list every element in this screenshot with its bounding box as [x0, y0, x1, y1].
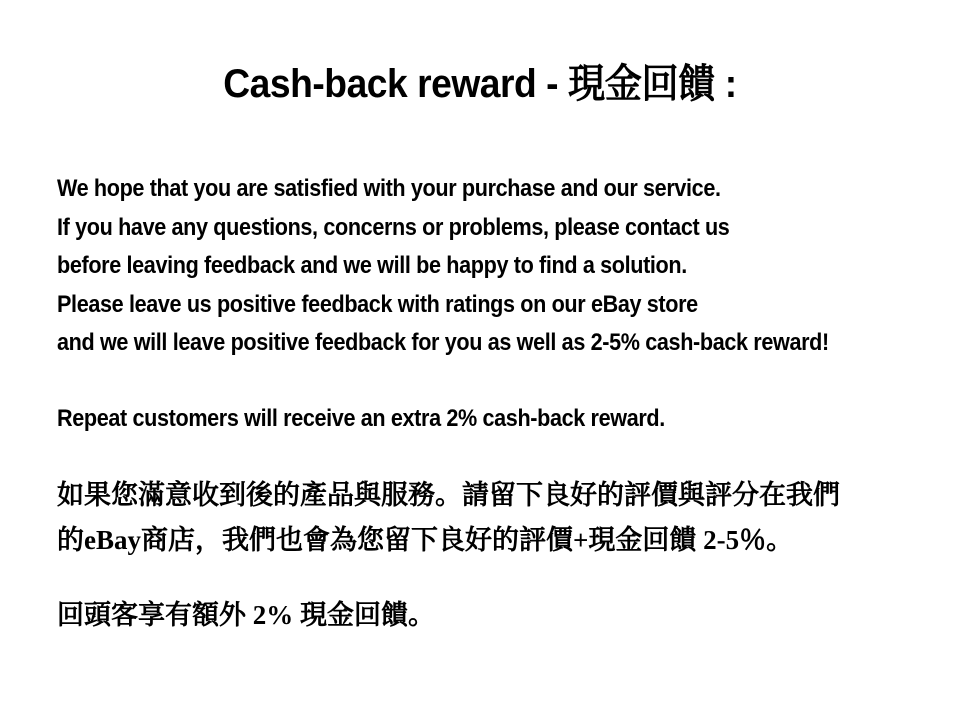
text-line: and we will leave positive feedback for you as well as 2-5% cash-back reward!	[57, 329, 829, 356]
chinese-repeat-paragraph	[57, 593, 435, 638]
text-line: Repeat customers will receive an extra 2% cash-back reward.	[57, 405, 665, 432]
text-line: If you have any questions, concerns or problems, please contact us	[57, 213, 730, 241]
text-line: 回頭客享有額外 2% 現金回饋。	[57, 600, 435, 630]
text-line: 如果您滿意收到後的產品與服務。請留下良好的評價與評分在我們	[57, 480, 840, 510]
text-line: before leaving feedback and we will be happy to find a solution.	[57, 252, 687, 279]
page-title: Cash-back reward - 現金回饋 :	[223, 62, 737, 106]
chinese-paragraph	[57, 473, 840, 563]
english-paragraph	[57, 170, 915, 363]
repeat-customers-paragraph	[57, 400, 732, 439]
text-line: 的eBay商店，我們也會為您留下良好的評價+現金回饋 2-5％。	[57, 525, 794, 555]
text-line: We hope that you are satisfied with your purchase and our service.	[57, 175, 721, 202]
text-line: Please leave us positive feedback with ratings on our eBay store	[57, 290, 698, 318]
